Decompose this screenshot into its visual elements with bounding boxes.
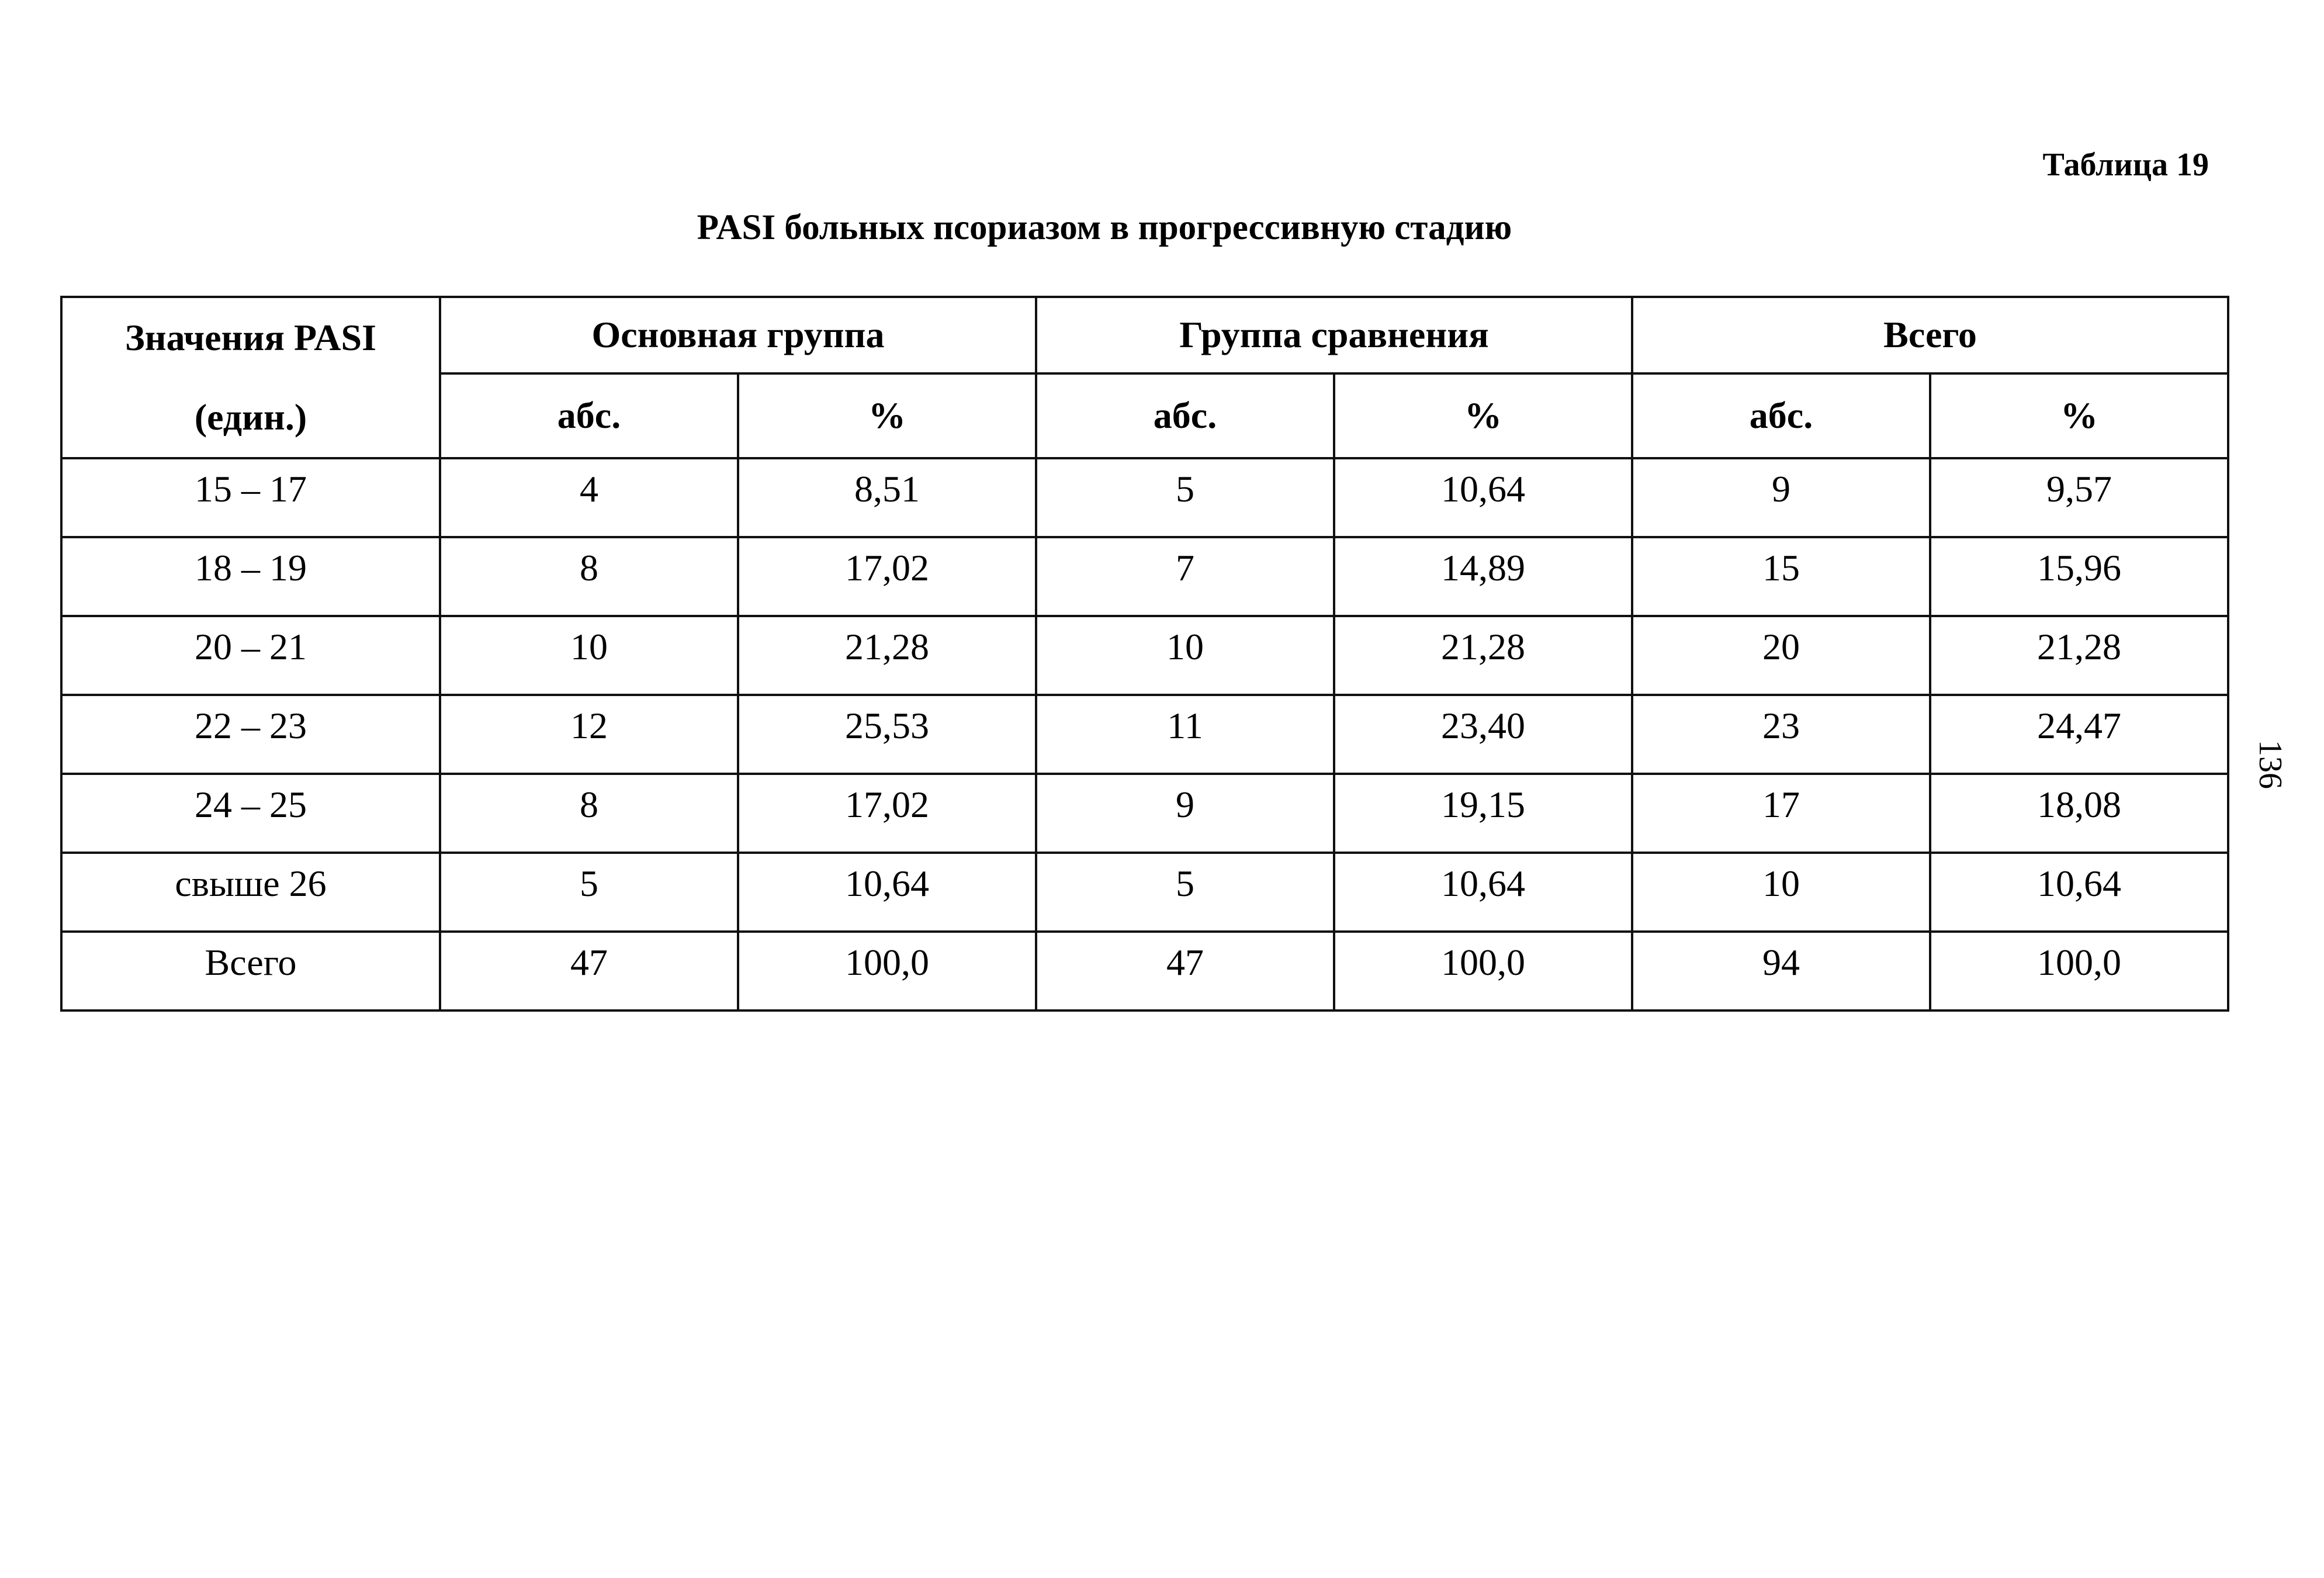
page-number: 136 [2252,740,2288,789]
table-number-label: Таблица 19 [2042,147,2209,183]
total-pct-cell: 10,64 [1930,853,2228,932]
total-abs-cell: 17 [1632,774,1930,853]
total-abs-cell: 20 [1632,616,1930,695]
main-pct-cell: 21,28 [738,616,1036,695]
subheader-main-pct: % [738,373,1036,458]
header-row-groups [61,297,2228,373]
table-row-total [61,932,2228,1011]
group-header-total: Всего [1632,297,2228,373]
total-pct-cell: 100,0 [1930,932,2228,1011]
table-row [61,853,2228,932]
comparison-pct-cell: 10,64 [1334,458,1632,537]
subheader-main-abs: абс. [440,373,738,458]
subheader-comparison-pct: % [1334,373,1632,458]
main-pct-cell: 25,53 [738,695,1036,774]
comparison-pct-cell: 21,28 [1334,616,1632,695]
comparison-abs-cell: 7 [1036,537,1334,616]
main-pct-cell: 100,0 [738,932,1036,1011]
comparison-pct-cell: 23,40 [1334,695,1632,774]
subheader-total-abs: абс. [1632,373,1930,458]
pasi-range-cell: 15 – 17 [61,458,440,537]
total-pct-cell: 9,57 [1930,458,2228,537]
table-row [61,458,2228,537]
comparison-abs-cell: 47 [1036,932,1334,1011]
table-row [61,616,2228,695]
comparison-pct-cell: 19,15 [1334,774,1632,853]
total-pct-cell: 24,47 [1930,695,2228,774]
table-row [61,774,2228,853]
table-row [61,695,2228,774]
group-header-comparison: Группа сравнения [1036,297,1632,373]
pasi-table [60,296,2229,1012]
total-abs-cell: 23 [1632,695,1930,774]
main-abs-cell: 12 [440,695,738,774]
main-abs-cell: 10 [440,616,738,695]
pasi-range-cell: Всего [61,932,440,1011]
group-header-main: Основная группа [440,297,1036,373]
pasi-range-cell: 20 – 21 [61,616,440,695]
comparison-abs-cell: 5 [1036,853,1334,932]
total-abs-cell: 15 [1632,537,1930,616]
pasi-range-cell: 24 – 25 [61,774,440,853]
total-abs-cell: 10 [1632,853,1930,932]
comparison-abs-cell: 10 [1036,616,1334,695]
main-pct-cell: 8,51 [738,458,1036,537]
pasi-range-cell: 18 – 19 [61,537,440,616]
pasi-range-cell: свыше 26 [61,853,440,932]
total-abs-cell: 94 [1632,932,1930,1011]
comparison-pct-cell: 100,0 [1334,932,1632,1011]
total-pct-cell: 21,28 [1930,616,2228,695]
main-abs-cell: 5 [440,853,738,932]
pasi-values-header-line1: Значения PASI [124,317,377,358]
comparison-abs-cell: 9 [1036,774,1334,853]
table-title: PASI больных псориазом в прогрессивную стадию [697,208,1512,247]
pasi-range-cell: 22 – 23 [61,695,440,774]
main-abs-cell: 4 [440,458,738,537]
main-pct-cell: 10,64 [738,853,1036,932]
pasi-values-header-line2: (един.) [194,396,307,438]
subheader-comparison-abs: абс. [1036,373,1334,458]
main-pct-cell: 17,02 [738,537,1036,616]
subheader-total-pct: % [1930,373,2228,458]
comparison-pct-cell: 10,64 [1334,853,1632,932]
comparison-pct-cell: 14,89 [1334,537,1632,616]
comparison-abs-cell: 11 [1036,695,1334,774]
comparison-abs-cell: 5 [1036,458,1334,537]
main-pct-cell: 17,02 [738,774,1036,853]
table-row [61,537,2228,616]
main-abs-cell: 8 [440,774,738,853]
total-pct-cell: 15,96 [1930,537,2228,616]
total-abs-cell: 9 [1632,458,1930,537]
total-pct-cell: 18,08 [1930,774,2228,853]
main-abs-cell: 47 [440,932,738,1011]
pasi-values-header [61,297,440,458]
main-abs-cell: 8 [440,537,738,616]
